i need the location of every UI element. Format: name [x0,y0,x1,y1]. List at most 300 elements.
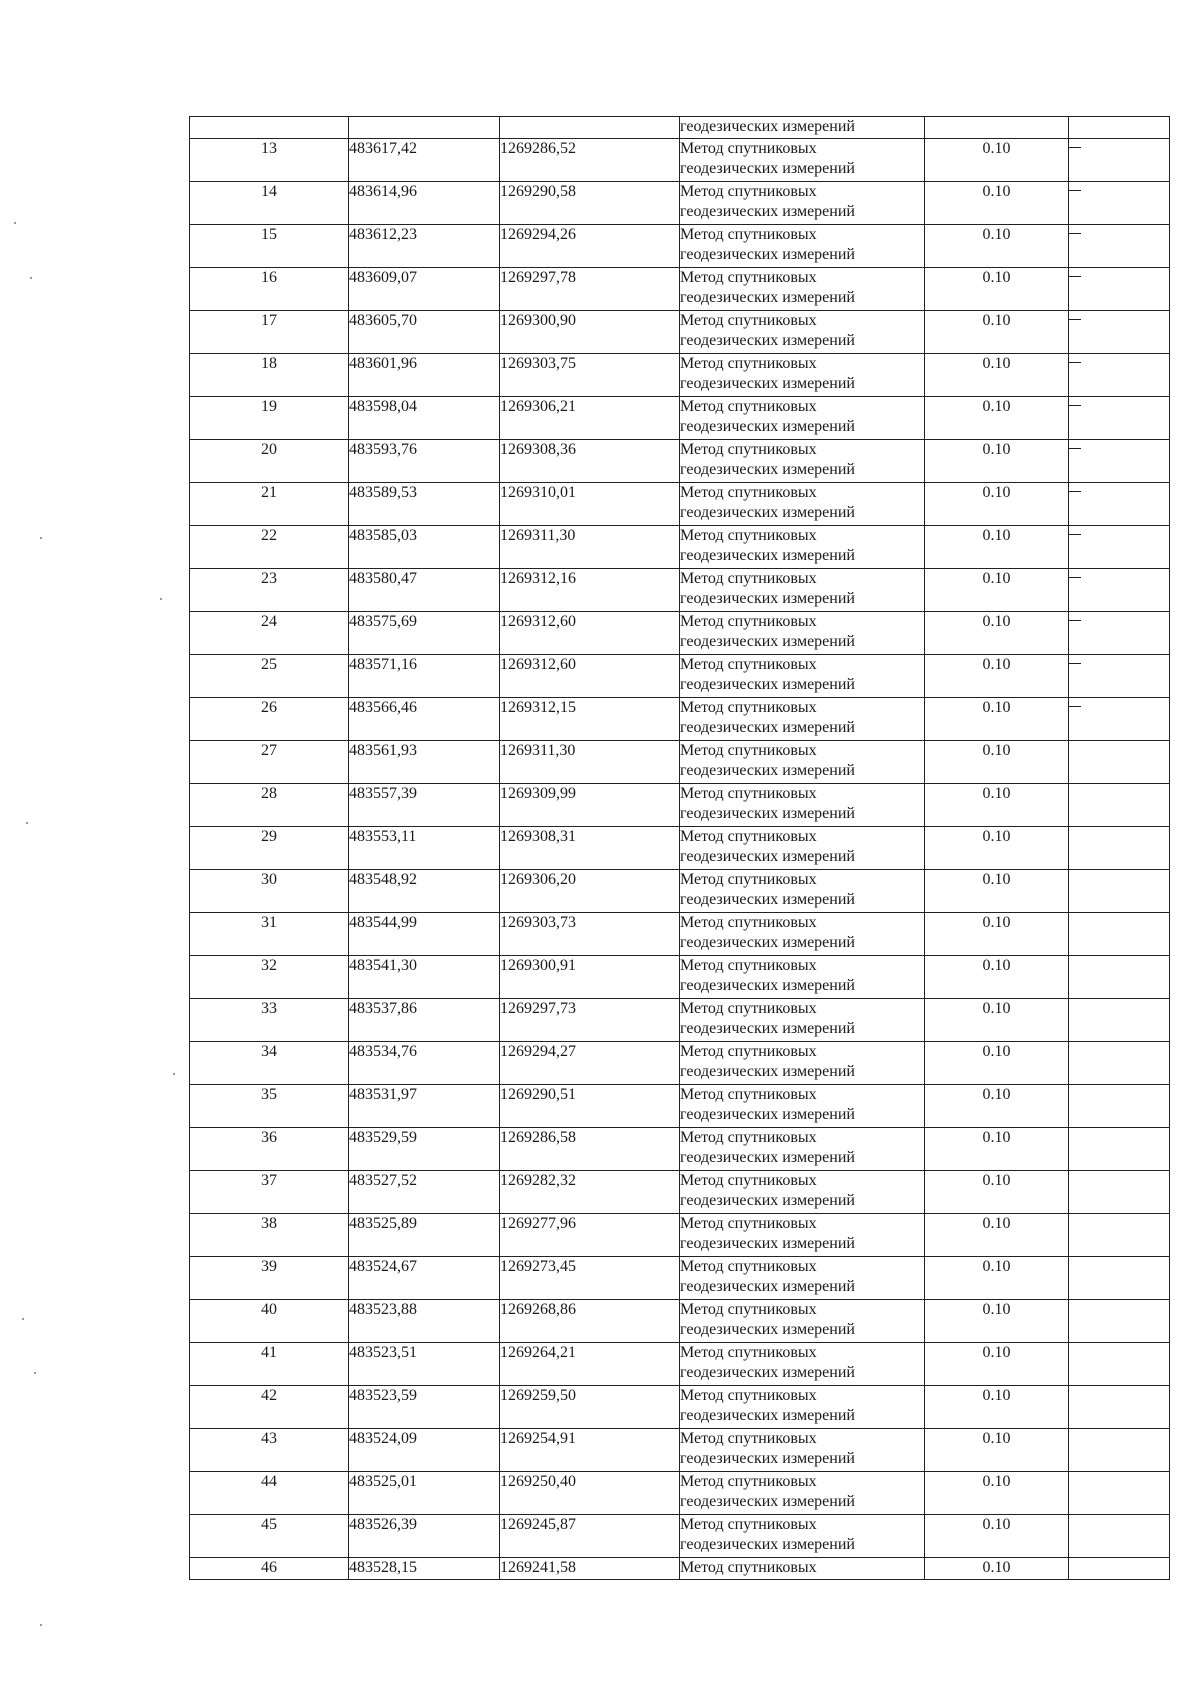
cell-accuracy: 0.10 [925,1042,1069,1085]
cell-accuracy: 0.10 [925,526,1069,569]
method-text-line1: Метод спутниковых [680,1258,817,1275]
cell-note [1069,698,1170,741]
table-row [190,311,1170,354]
cell-x: 483544,99 [349,913,500,956]
cell-method [680,1300,925,1343]
cell-method [680,655,925,698]
method-text-line1: Метод спутниковых [680,1000,817,1017]
cell-accuracy: 0.10 [925,1300,1069,1343]
cell-y: 1269297,73 [500,999,680,1042]
method-text-line2: геодезических измерений [680,891,855,908]
method-text-line2: геодезических измерений [680,805,855,822]
method-text-line1: Метод спутниковых [680,312,817,329]
cell-number: 20 [190,440,349,483]
cell-x: 483531,97 [349,1085,500,1128]
dash-mark [1069,448,1081,449]
method-text-line2: геодезических измерений [680,1321,855,1338]
cell-y: 1269312,60 [500,612,680,655]
cell-method [680,1128,925,1171]
cell-y: 1269273,45 [500,1257,680,1300]
cell-number: 38 [190,1214,349,1257]
scan-speck [160,598,162,600]
method-text-line1: Метод спутниковых [680,828,817,845]
cell-method [680,483,925,526]
dash-mark [1069,491,1081,492]
table-row [190,1128,1170,1171]
method-text-line1: Метод спутниковых [680,1043,817,1060]
cell-number: 40 [190,1300,349,1343]
cell-number: 32 [190,956,349,999]
method-text-line1: Метод спутниковых [680,269,817,286]
cell-note [1069,397,1170,440]
cell-number: 14 [190,182,349,225]
method-text-line1: Метод спутниковых [680,398,817,415]
method-text-line1: Метод спутниковых [680,613,817,630]
cell-x: 483526,39 [349,1515,500,1558]
cell-y: 1269306,20 [500,870,680,913]
method-text-line2: геодезических измерений [680,160,855,177]
method-text-line2: геодезических измерений [680,1149,855,1166]
table-row [190,569,1170,612]
cell-note [1069,1085,1170,1128]
table-row [190,1515,1170,1558]
cell-number: 36 [190,1128,349,1171]
cell-accuracy: 0.10 [925,483,1069,526]
method-text-line1: Метод спутниковых [680,871,817,888]
cell-note [1069,440,1170,483]
cell-note [1069,612,1170,655]
method-text-line1: Метод спутниковых [680,527,817,544]
cell-number [190,117,349,139]
dash-mark [1069,620,1081,621]
dash-mark [1069,706,1081,707]
cell-accuracy: 0.10 [925,956,1069,999]
cell-note [1069,117,1170,139]
cell-x: 483561,93 [349,741,500,784]
cell-x: 483523,59 [349,1386,500,1429]
cell-x: 483527,52 [349,1171,500,1214]
cell-method [680,870,925,913]
method-text-line1: Метод спутниковых [680,484,817,501]
cell-accuracy: 0.10 [925,913,1069,956]
cell-y: 1269264,21 [500,1343,680,1386]
cell-y: 1269300,90 [500,311,680,354]
method-text-line1: Метод спутниковых [680,914,817,931]
cell-x: 483548,92 [349,870,500,913]
table-row [190,698,1170,741]
method-text-line2: геодезических измерений [680,762,855,779]
cell-number: 19 [190,397,349,440]
cell-method [680,1558,925,1580]
cell-accuracy: 0.10 [925,1085,1069,1128]
method-text-line1: Метод спутниковых [680,570,817,587]
method-text-line2: геодезических измерений [680,633,855,650]
table-row [190,999,1170,1042]
cell-x: 483534,76 [349,1042,500,1085]
scan-speck [26,822,28,824]
cell-note [1069,483,1170,526]
cell-method [680,225,925,268]
cell-accuracy: 0.10 [925,225,1069,268]
cell-y: 1269300,91 [500,956,680,999]
method-text-line1: Метод спутниковых [680,1387,817,1404]
scan-speck [40,537,42,539]
dash-mark [1069,405,1081,406]
cell-method [680,1257,925,1300]
cell-number: 16 [190,268,349,311]
method-text-line1: Метод спутниковых [680,1301,817,1318]
cell-y: 1269268,86 [500,1300,680,1343]
cell-number: 22 [190,526,349,569]
cell-y: 1269259,50 [500,1386,680,1429]
table-row [190,225,1170,268]
table-row [190,1429,1170,1472]
method-text-line1: Метод спутниковых [680,140,817,157]
method-text-line1: Метод спутниковых [680,1129,817,1146]
cell-note [1069,1343,1170,1386]
cell-x: 483541,30 [349,956,500,999]
scan-speck [173,1073,175,1075]
cell-number: 37 [190,1171,349,1214]
continuation-row [190,117,1170,139]
method-text-line2: геодезических измерений [680,332,855,349]
cell-y: 1269311,30 [500,741,680,784]
cell-method [680,827,925,870]
cell-accuracy: 0.10 [925,612,1069,655]
scan-speck [40,1624,42,1626]
table-row [190,655,1170,698]
cell-y: 1269286,58 [500,1128,680,1171]
cell-x: 483601,96 [349,354,500,397]
cell-method [680,999,925,1042]
cell-number: 34 [190,1042,349,1085]
method-text-line2: геодезических измерений [680,246,855,263]
method-text-line2: геодезических измерений [680,504,855,521]
cell-accuracy: 0.10 [925,1515,1069,1558]
cell-y: 1269241,58 [500,1558,680,1580]
cell-x: 483589,53 [349,483,500,526]
cell-number: 44 [190,1472,349,1515]
cell-number: 31 [190,913,349,956]
cell-method [680,1515,925,1558]
table-row [190,870,1170,913]
cell-method [680,1214,925,1257]
cell-number: 27 [190,741,349,784]
method-text-line2: геодезических измерений [680,118,855,135]
cell-number: 39 [190,1257,349,1300]
method-text-line2: геодезических измерений [680,1235,855,1252]
cell-method [680,698,925,741]
cell-note [1069,569,1170,612]
cell-x: 483537,86 [349,999,500,1042]
cell-x: 483593,76 [349,440,500,483]
method-text-line1: Метод спутниковых [680,742,817,759]
table-row [190,354,1170,397]
cell-x: 483525,89 [349,1214,500,1257]
table-row [190,1300,1170,1343]
cell-accuracy: 0.10 [925,1128,1069,1171]
cell-method [680,913,925,956]
cell-x: 483605,70 [349,311,500,354]
cell-y: 1269250,40 [500,1472,680,1515]
method-text-line1: Метод спутниковых [680,1344,817,1361]
cell-note [1069,913,1170,956]
scan-speck [22,1318,24,1320]
method-text-line1: Метод спутниковых [680,441,817,458]
method-text-line1: Метод спутниковых [680,1430,817,1447]
cell-number: 17 [190,311,349,354]
dash-mark [1069,190,1081,191]
cell-number: 28 [190,784,349,827]
method-text-line1: Метод спутниковых [680,1516,817,1533]
cell-y: 1269312,15 [500,698,680,741]
cell-x: 483525,01 [349,1472,500,1515]
method-text-line2: геодезических измерений [680,1536,855,1553]
dash-mark [1069,663,1081,664]
scan-speck [34,1372,36,1374]
method-text-line2: геодезических измерений [680,1106,855,1123]
cell-method [680,1343,925,1386]
dash-mark [1069,319,1081,320]
dash-mark [1069,276,1081,277]
cell-x: 483557,39 [349,784,500,827]
cell-x: 483523,51 [349,1343,500,1386]
cell-accuracy: 0.10 [925,1386,1069,1429]
method-text-line2: геодезических измерений [680,461,855,478]
cell-method [680,956,925,999]
table-row [190,268,1170,311]
cell-note [1069,1386,1170,1429]
method-text-line2: геодезических измерений [680,1364,855,1381]
cell-x: 483617,42 [349,139,500,182]
cell-x: 483553,11 [349,827,500,870]
cell-number: 43 [190,1429,349,1472]
cell-y: 1269312,16 [500,569,680,612]
cell-x: 483524,67 [349,1257,500,1300]
table-row [190,1171,1170,1214]
cell-method [680,526,925,569]
cell-method [680,117,925,139]
cell-method [680,440,925,483]
table-row [190,827,1170,870]
method-text-line2: геодезических измерений [680,977,855,994]
cell-accuracy: 0.10 [925,827,1069,870]
cell-number: 42 [190,1386,349,1429]
cell-note [1069,741,1170,784]
method-text-line2: геодезических измерений [680,1063,855,1080]
table-row [190,483,1170,526]
dash-mark [1069,534,1081,535]
cell-accuracy: 0.10 [925,1343,1069,1386]
method-text-line1: Метод спутниковых [680,1172,817,1189]
cell-x: 483523,88 [349,1300,500,1343]
cell-x: 483571,16 [349,655,500,698]
cell-method [680,612,925,655]
cell-number: 45 [190,1515,349,1558]
cell-note [1069,526,1170,569]
method-text-line2: геодезических измерений [680,848,855,865]
cell-x: 483612,23 [349,225,500,268]
table-row [190,784,1170,827]
cell-note [1069,1472,1170,1515]
table-row [190,182,1170,225]
cell-note [1069,1171,1170,1214]
cell-x: 483609,07 [349,268,500,311]
cell-note [1069,655,1170,698]
cell-accuracy: 0.10 [925,741,1069,784]
cell-note [1069,1128,1170,1171]
table-row [190,612,1170,655]
cell-x: 483614,96 [349,182,500,225]
cell-method [680,397,925,440]
cell-x: 483524,09 [349,1429,500,1472]
method-text-line2: геодезических измерений [680,934,855,951]
cell-number: 46 [190,1558,349,1580]
cell-y: 1269308,31 [500,827,680,870]
cell-x: 483528,15 [349,1558,500,1580]
cell-y: 1269245,87 [500,1515,680,1558]
cell-x: 483598,04 [349,397,500,440]
cell-accuracy: 0.10 [925,1429,1069,1472]
cell-note [1069,311,1170,354]
scan-speck [30,277,32,279]
table-row [190,1085,1170,1128]
coordinates-table-body [190,117,1170,1580]
method-text-line1: Метод спутниковых [680,1086,817,1103]
cell-note [1069,999,1170,1042]
cell-note [1069,956,1170,999]
cell-y: 1269290,58 [500,182,680,225]
table-row [190,1214,1170,1257]
table-row [190,956,1170,999]
cell-accuracy: 0.10 [925,1558,1069,1580]
cell-method [680,741,925,784]
method-text-line1: Метод спутниковых [680,957,817,974]
table-row [190,1257,1170,1300]
method-text-line1: Метод спутниковых [680,183,817,200]
table-row [190,526,1170,569]
cell-y: 1269309,99 [500,784,680,827]
cell-number: 15 [190,225,349,268]
method-text-line2: геодезических измерений [680,1278,855,1295]
cell-accuracy: 0.10 [925,139,1069,182]
cell-accuracy: 0.10 [925,784,1069,827]
cell-y: 1269308,36 [500,440,680,483]
method-text-line1: Метод спутниковых [680,1559,817,1576]
method-text-line2: геодезических измерений [680,1020,855,1037]
dash-mark [1069,577,1081,578]
cell-number: 26 [190,698,349,741]
table-row [190,1386,1170,1429]
method-text-line1: Метод спутниковых [680,355,817,372]
method-text-line2: геодезических измерений [680,203,855,220]
cell-x: 483566,46 [349,698,500,741]
table-row [190,1042,1170,1085]
cell-accuracy: 0.10 [925,655,1069,698]
method-text-line1: Метод спутниковых [680,1215,817,1232]
method-text-line1: Метод спутниковых [680,226,817,243]
cell-y: 1269290,51 [500,1085,680,1128]
cell-y: 1269286,52 [500,139,680,182]
method-text-line2: геодезических измерений [680,547,855,564]
cell-method [680,139,925,182]
method-text-line2: геодезических измерений [680,375,855,392]
cell-accuracy: 0.10 [925,1472,1069,1515]
cell-number: 29 [190,827,349,870]
cell-note [1069,1257,1170,1300]
method-text-line1: Метод спутниковых [680,785,817,802]
method-text-line2: геодезических измерений [680,1407,855,1424]
cell-accuracy: 0.10 [925,999,1069,1042]
cell-number: 24 [190,612,349,655]
cell-note [1069,225,1170,268]
cell-method [680,1472,925,1515]
cell-accuracy: 0.10 [925,268,1069,311]
cell-accuracy: 0.10 [925,354,1069,397]
cell-method [680,1042,925,1085]
cell-method [680,182,925,225]
cell-x: 483529,59 [349,1128,500,1171]
cell-accuracy [925,117,1069,139]
method-text-line1: Метод спутниковых [680,656,817,673]
cell-method [680,1085,925,1128]
method-text-line1: Метод спутниковых [680,1473,817,1490]
cell-method [680,569,925,612]
cell-y: 1269303,75 [500,354,680,397]
coordinates-table [189,116,1170,1580]
method-text-line2: геодезических измерений [680,1493,855,1510]
cell-note [1069,1214,1170,1257]
cell-y: 1269306,21 [500,397,680,440]
cell-note [1069,1429,1170,1472]
method-text-line1: Метод спутниковых [680,699,817,716]
cell-accuracy: 0.10 [925,397,1069,440]
table-row [190,913,1170,956]
cell-x: 483575,69 [349,612,500,655]
table-row [190,397,1170,440]
method-text-line2: геодезических измерений [680,719,855,736]
method-text-line2: геодезических измерений [680,676,855,693]
cell-number: 33 [190,999,349,1042]
cell-number: 13 [190,139,349,182]
cell-number: 30 [190,870,349,913]
cell-accuracy: 0.10 [925,311,1069,354]
cell-note [1069,268,1170,311]
cell-y: 1269311,30 [500,526,680,569]
dash-mark [1069,147,1081,148]
cell-note [1069,354,1170,397]
cell-number: 35 [190,1085,349,1128]
method-text-line2: геодезических измерений [680,1450,855,1467]
cell-method [680,1386,925,1429]
cell-accuracy: 0.10 [925,1257,1069,1300]
cell-y: 1269294,26 [500,225,680,268]
cell-y: 1269294,27 [500,1042,680,1085]
cell-note [1069,182,1170,225]
cell-accuracy: 0.10 [925,870,1069,913]
cell-method [680,1171,925,1214]
cell-y: 1269282,32 [500,1171,680,1214]
cell-note [1069,139,1170,182]
cell-note [1069,1300,1170,1343]
cell-y: 1269297,78 [500,268,680,311]
cell-y: 1269303,73 [500,913,680,956]
cell-accuracy: 0.10 [925,1171,1069,1214]
cell-accuracy: 0.10 [925,1214,1069,1257]
cell-y: 1269312,60 [500,655,680,698]
cell-method [680,1429,925,1472]
cell-number: 18 [190,354,349,397]
